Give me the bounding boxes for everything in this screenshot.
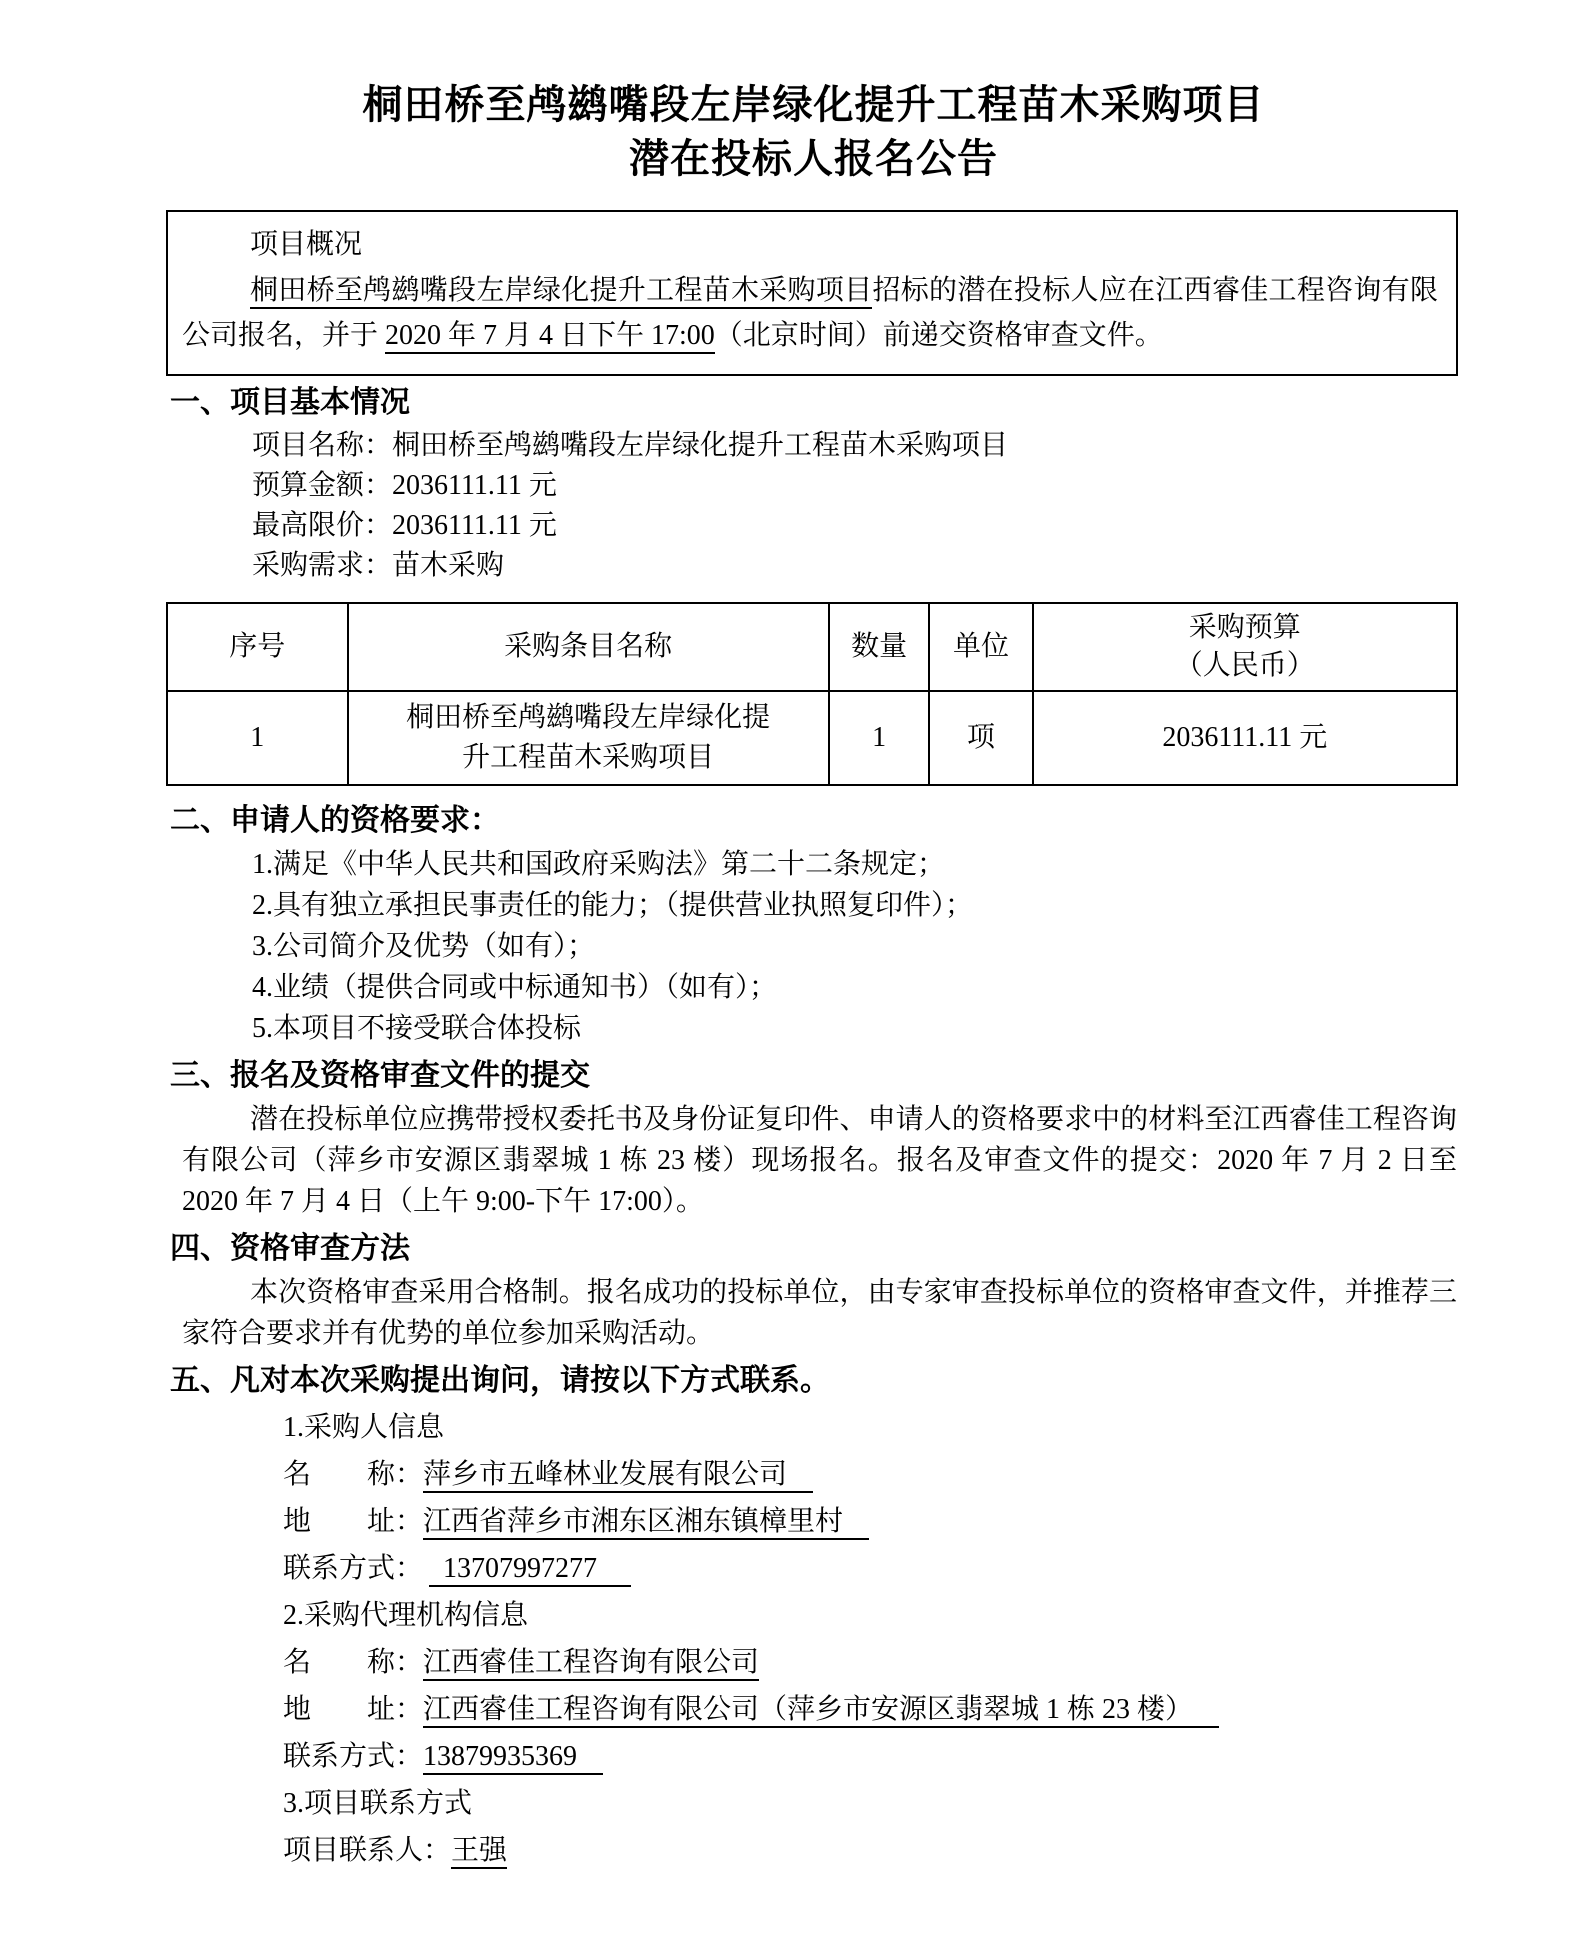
buyer-name-line — [283, 1451, 1457, 1498]
qualification-item-4: 4.业绩（提供合同或中标通知书）（如有）； — [252, 972, 778, 1003]
buyer-phone-value: 13707997277 — [429, 1553, 631, 1587]
project-contact-title: 3.项目联系方式 — [283, 1788, 473, 1819]
section-4-heading: 四、资格审查方法 — [170, 1232, 410, 1265]
buyer-address-value: 江西省萍乡市湘东区湘东镇樟里村 — [423, 1506, 869, 1540]
col-header-seq: 序号 — [167, 603, 348, 691]
agency-info-title: 2.采购代理机构信息 — [283, 1600, 529, 1631]
agency-name-label: 名 称： — [283, 1647, 424, 1678]
contact-section — [283, 1404, 1457, 1874]
table-header-row — [167, 603, 1457, 691]
section-3-heading: 三、报名及资格审查文件的提交 — [170, 1059, 590, 1092]
col-header-quantity: 数量 — [829, 603, 930, 691]
buyer-phone-label: 联系方式： — [283, 1553, 424, 1584]
qualification-item-5: 5.本项目不接受联合体投标 — [252, 1013, 582, 1044]
cell-seq: 1 — [167, 691, 348, 785]
overview-label: 项目概况 — [250, 229, 363, 260]
procurement-items-table — [166, 602, 1458, 786]
qualification-item-2: 2.具有独立承担民事责任的能力；（提供营业执照复印件）； — [252, 890, 974, 921]
agency-address-value: 江西睿佳工程咨询有限公司（萍乡市安源区翡翠城 1 栋 23 楼） — [423, 1694, 1219, 1728]
budget-amount-line: 预算金额：2036111.11 元 — [252, 470, 557, 501]
agency-name-line — [283, 1639, 1457, 1686]
col-header-budget-line1: 采购预算 — [1188, 612, 1301, 643]
title-line-1: 桐田桥至鸬鹚嘴段左岸绿化提升工程苗木采购项目 — [362, 82, 1265, 127]
agency-phone-label: 联系方式： — [283, 1741, 424, 1772]
overview-deadline-underlined: 2020 年 7 月 4 日下午 17:00 — [385, 320, 715, 354]
overview-text-middle: 招标的潜在投标人应在江西睿佳工程咨询有限公司报名，并于 — [182, 275, 1438, 351]
col-header-item-name: 采购条目名称 — [348, 603, 829, 691]
agency-address-line — [283, 1686, 1457, 1733]
section-1-items — [252, 426, 1457, 586]
section-1-heading: 一、项目基本情况 — [170, 386, 410, 419]
buyer-address-label: 地 址： — [283, 1506, 424, 1537]
section-2-heading: 二、申请人的资格要求： — [170, 804, 500, 837]
submission-paragraph: 潜在投标单位应携带授权委托书及身份证复印件、申请人的资格要求中的材料至江西睿佳工程咨询有限公司（萍乡市安源区翡翠城 1 栋 23 楼）现场报名。报名及审查文件的提交：2020 年 7 月 2 日至 2020 年 7 月 4 日（上午 9:00-下午 17:00）。 — [182, 1104, 1457, 1217]
document-page — [170, 0, 1457, 1874]
section-5-heading: 五、凡对本次采购提出询问，请按以下方式联系。 — [170, 1364, 830, 1397]
agency-address-label: 地 址： — [283, 1694, 424, 1725]
project-contact-line — [283, 1827, 1457, 1874]
overview-paragraph — [182, 268, 1438, 358]
title-line-2: 潜在投标人报名公告 — [629, 136, 998, 181]
buyer-info-title: 1.采购人信息 — [283, 1412, 445, 1443]
qualification-item-3: 3.公司简介及优势（如有）； — [252, 931, 596, 962]
project-contact-name: 王强 — [451, 1835, 507, 1869]
review-method-paragraph: 本次资格审查采用合格制。报名成功的投标单位，由专家审查投标单位的资格审查文件，并推荐三家符合要求并有优势的单位参加采购活动。 — [182, 1277, 1457, 1349]
buyer-name-value: 萍乡市五峰林业发展有限公司 — [423, 1459, 813, 1493]
agency-name-value: 江西睿佳工程咨询有限公司 — [423, 1647, 759, 1681]
project-name-line: 项目名称：桐田桥至鸬鹚嘴段左岸绿化提升工程苗木采购项目 — [252, 430, 1009, 461]
cell-budget: 2036111.11 元 — [1033, 691, 1457, 785]
procurement-demand-line: 采购需求：苗木采购 — [252, 550, 505, 581]
overview-project-name-underlined: 桐田桥至鸬鹚嘴段左岸绿化提升工程苗木采购项目 — [250, 275, 872, 309]
buyer-phone-line — [283, 1545, 1457, 1592]
cell-unit: 项 — [929, 691, 1032, 785]
qualification-item-1: 1.满足《中华人民共和国政府采购法》第二十二条规定； — [252, 849, 946, 880]
col-header-budget-line2: （人民币） — [1174, 650, 1315, 681]
table-row — [167, 691, 1457, 785]
buyer-address-line — [283, 1498, 1457, 1545]
col-header-unit: 单位 — [929, 603, 1032, 691]
max-price-line: 最高限价：2036111.11 元 — [252, 510, 557, 541]
agency-phone-line — [283, 1733, 1457, 1780]
project-overview-box — [166, 210, 1458, 376]
project-contact-label: 项目联系人： — [283, 1835, 452, 1866]
section-2-items — [252, 844, 1457, 1049]
col-header-budget — [1033, 603, 1457, 691]
buyer-name-label: 名 称： — [283, 1459, 424, 1490]
document-title — [170, 78, 1457, 186]
agency-phone-value: 13879935369 — [423, 1741, 603, 1775]
cell-item-name: 桐田桥至鸬鹚嘴段左岸绿化提升工程苗木采购项目 — [348, 691, 829, 785]
overview-text-tail: （北京时间）前递交资格审查文件。 — [714, 320, 1163, 351]
cell-quantity: 1 — [829, 691, 930, 785]
